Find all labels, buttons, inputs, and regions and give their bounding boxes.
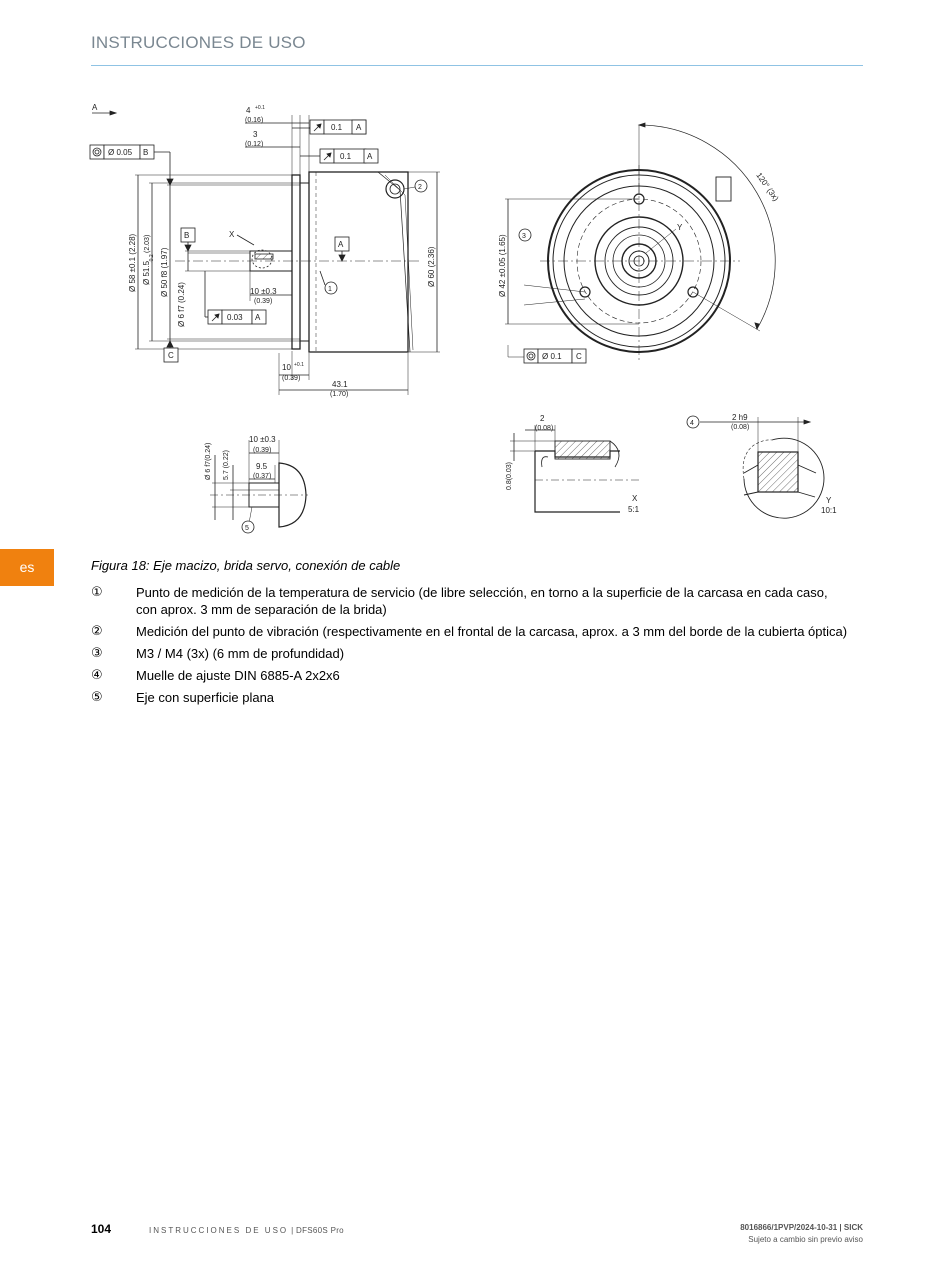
legend-text: Muelle de ajuste DIN 6885-A 2x2x6 [136, 668, 340, 683]
detail-x [510, 425, 640, 512]
legend-number: ⑤ [91, 690, 103, 705]
figure-caption: Figura 18: Eje macizo, brida servo, conexión de cable [91, 558, 401, 573]
legend-text: Eje con superficie plana [136, 690, 275, 705]
dim-length-43-in: (1.70) [330, 391, 349, 398]
dim-flange-10-tol: +0.1 [294, 362, 304, 368]
dim-d515-tol: -0.2 [149, 254, 155, 263]
detail-y-2-in: (0.08) [731, 424, 750, 431]
callout-5: 5 [245, 525, 249, 532]
detail-y-2: 2 h9 [732, 413, 748, 422]
dim-d50: Ø 50 f8 (1.97) [160, 247, 169, 297]
page-title: INSTRUCCIONES DE USO [91, 33, 306, 52]
dim-d60: Ø 60 (2.36) [427, 246, 436, 287]
footer-doc-title: INSTRUCCIONES DE USO [149, 1226, 289, 1235]
technical-drawing [80, 95, 870, 540]
footer-doc-code: 8016866/1PVP/2024-10-31 | SICK [740, 1223, 863, 1232]
legend-text: Medición del punto de vibración (respectivamente en el frontal de la carcasa, aprox. a 3 mm del borde de la cubierta óptica) [136, 624, 848, 639]
flat-length: 4 [246, 106, 251, 115]
datum-c-marker: C [168, 351, 174, 360]
list-item [91, 667, 851, 684]
flat-length-tol: +0.1 [255, 105, 265, 111]
dim-shaft-10: 10 ±0.3 [250, 287, 277, 296]
dim-d42: Ø 42 ±0.05 (1.65) [498, 234, 507, 297]
legend-number: ④ [91, 668, 103, 683]
detail-y [700, 417, 824, 518]
detail-y-scale: 10:1 [821, 506, 837, 515]
dim-length-43: 43.1 [332, 380, 348, 389]
list-item [91, 645, 851, 662]
dim-d58: Ø 58 ±0.1 (2.28) [128, 233, 137, 292]
legend-number: ③ [91, 646, 103, 661]
list-item [91, 623, 851, 640]
footer-product: | DFS60S Pro [291, 1226, 344, 1235]
concentricity-c-datum: C [576, 352, 582, 361]
detail-x-2: 2 [540, 414, 545, 423]
flange-width-in: (0.12) [245, 141, 264, 148]
dim-flange-10: 10 [282, 363, 291, 372]
runout-value-3: 0.03 [227, 313, 243, 322]
detail-x-08: 0.8(0.03) [506, 461, 513, 490]
callout-2: 2 [418, 184, 422, 191]
detail-x-marker: X [229, 230, 235, 239]
dim-flange-10-in: (0.39) [282, 375, 301, 382]
dim-d6: Ø 6 f7 (0.24) [177, 282, 186, 327]
callout-4: 4 [690, 420, 694, 427]
angle-120: 120° (3x) [754, 170, 781, 203]
dim-d515: Ø 51.5 [142, 260, 151, 285]
detail-95: 9.5 [256, 462, 268, 471]
legend-number: ① [91, 585, 103, 600]
legend-list [91, 584, 851, 711]
detail-57: 5.7 (0.22) [223, 450, 230, 480]
dim-d515-in: (2.03) [144, 234, 151, 253]
legend-text: M3 / M4 (3x) (6 mm de profundidad) [136, 646, 345, 661]
detail-10: 10 ±0.3 [249, 435, 276, 444]
language-tab: es [0, 549, 54, 586]
detail-d6: Ø 6 f7(0.24) [205, 442, 212, 480]
front-view [505, 123, 775, 360]
list-item [91, 584, 851, 618]
runout-datum-1: A [356, 123, 362, 132]
dim-shaft-10-in: (0.39) [254, 298, 273, 305]
page-number: 104 [91, 1222, 112, 1236]
footer-right [740, 1222, 863, 1246]
datum-a-label: A [92, 103, 98, 112]
detail-x-name: X [632, 494, 638, 503]
runout-datum-2: A [367, 152, 373, 161]
runout-datum-3: A [255, 313, 261, 322]
callout-3: 3 [522, 233, 526, 240]
legend-number: ② [91, 624, 103, 639]
footer-note: Sujeto a cambio sin previo aviso [748, 1235, 863, 1244]
concentricity-c-value: Ø 0.1 [542, 352, 562, 361]
detail-y-marker: Y [677, 223, 683, 232]
detail-10-in: (0.39) [253, 447, 272, 454]
detail-95-in: (0.37) [253, 473, 272, 480]
flat-length-in: (0.16) [245, 117, 264, 124]
datum-a-marker: A [338, 240, 344, 249]
flange-width: 3 [253, 130, 258, 139]
list-item [91, 689, 851, 706]
concentricity-b-value: Ø 0.05 [108, 148, 133, 157]
page-header [91, 33, 863, 66]
runout-value-2: 0.1 [340, 152, 352, 161]
callout-1: 1 [328, 286, 332, 293]
detail-y-name: Y [826, 496, 832, 505]
detail-x-2-in: (0.08) [535, 425, 554, 432]
runout-value-1: 0.1 [331, 123, 343, 132]
datum-b-marker: B [184, 231, 190, 240]
concentricity-b-datum: B [143, 148, 149, 157]
legend-text: Punto de medición de la temperatura de servicio (de libre selección, en torno a la superficie de la carcasa en cada caso, con aprox. 3 mm de separación de la brida) [136, 585, 828, 617]
detail-x-scale: 5:1 [628, 505, 640, 514]
footer-left [91, 1222, 344, 1236]
